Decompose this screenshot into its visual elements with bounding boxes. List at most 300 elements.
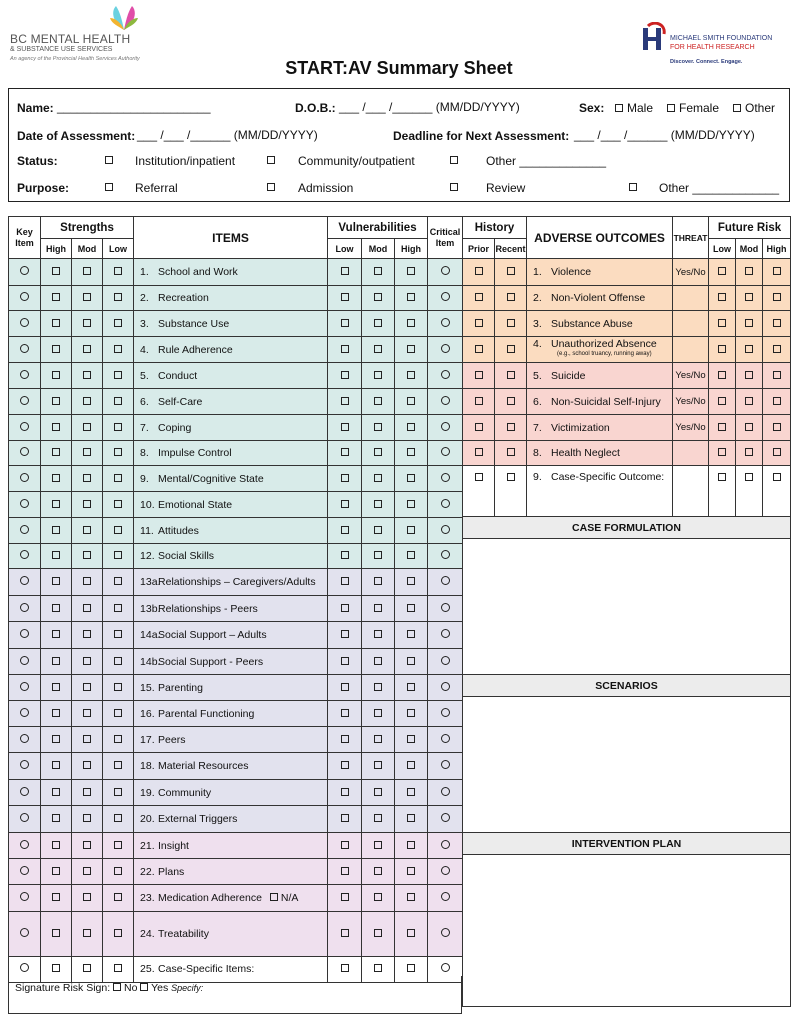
critical-item-radio[interactable]: [441, 266, 450, 275]
strength-mod-checkbox[interactable]: [83, 267, 91, 275]
future-mod-checkbox-cell: [736, 363, 763, 389]
critical-item-radio[interactable]: [441, 576, 450, 585]
critical-item-radio[interactable]: [441, 787, 450, 796]
critical-item-radio[interactable]: [441, 708, 450, 717]
key-item-radio[interactable]: [20, 682, 29, 691]
vulnerability-mod-checkbox[interactable]: [374, 293, 382, 301]
outcome-row: [463, 441, 791, 466]
key-item-radio[interactable]: [20, 813, 29, 822]
history-prior-checkbox[interactable]: [475, 267, 483, 275]
vulnerability-high-checkbox[interactable]: [407, 867, 415, 875]
key-item-radio[interactable]: [20, 292, 29, 301]
vulnerability-high-checkbox[interactable]: [407, 814, 415, 822]
vulnerability-mod-checkbox[interactable]: [374, 683, 382, 691]
critical-item-radio[interactable]: [441, 963, 450, 972]
strength-high-checkbox[interactable]: [52, 788, 60, 796]
sex-male-checkbox[interactable]: [615, 104, 623, 112]
status-community-checkbox[interactable]: [267, 156, 275, 164]
strength-high-checkbox[interactable]: [52, 397, 60, 405]
future-high-checkbox[interactable]: [773, 293, 781, 301]
vulnerability-high-checkbox-cell: [395, 806, 428, 833]
vulnerability-low-checkbox[interactable]: [341, 319, 349, 327]
vulnerability-high-checkbox[interactable]: [407, 293, 415, 301]
strength-high-checkbox[interactable]: [52, 683, 60, 691]
strength-high-checkbox[interactable]: [52, 604, 60, 612]
history-prior-checkbox[interactable]: [475, 319, 483, 327]
key-item-radio[interactable]: [20, 473, 29, 482]
future-high-checkbox[interactable]: [773, 397, 781, 405]
vulnerability-mod-checkbox[interactable]: [374, 657, 382, 665]
future-mod-checkbox[interactable]: [745, 423, 753, 431]
vulnerability-mod-checkbox[interactable]: [374, 788, 382, 796]
strength-low-checkbox[interactable]: [114, 267, 122, 275]
vulnerability-high-checkbox[interactable]: [407, 709, 415, 717]
case-formulation-textarea[interactable]: [463, 539, 791, 675]
vulnerability-mod-checkbox[interactable]: [374, 319, 382, 327]
vulnerability-mod-checkbox[interactable]: [374, 345, 382, 353]
critical-item-radio[interactable]: [441, 525, 450, 534]
vulnerability-mod-checkbox[interactable]: [374, 893, 382, 901]
vulnerability-high-checkbox[interactable]: [407, 893, 415, 901]
key-item-radio[interactable]: [20, 928, 29, 937]
history-recent-checkbox[interactable]: [507, 345, 515, 353]
strength-mod-checkbox[interactable]: [83, 657, 91, 665]
key-item-radio[interactable]: [20, 370, 29, 379]
vulnerability-high-checkbox[interactable]: [407, 423, 415, 431]
future-mod-checkbox[interactable]: [745, 397, 753, 405]
vulnerability-high-checkbox[interactable]: [407, 267, 415, 275]
future-mod-checkbox[interactable]: [745, 293, 753, 301]
vulnerability-low-checkbox[interactable]: [341, 345, 349, 353]
strength-low-checkbox[interactable]: [114, 841, 122, 849]
history-prior-checkbox[interactable]: [475, 448, 483, 456]
key-item-radio[interactable]: [20, 892, 29, 901]
strength-high-checkbox[interactable]: [52, 964, 60, 972]
strength-mod-checkbox[interactable]: [83, 814, 91, 822]
history-prior-checkbox-cell: [463, 337, 495, 363]
history-recent-checkbox[interactable]: [507, 473, 515, 481]
key-item-radio[interactable]: [20, 576, 29, 585]
strength-mod-checkbox[interactable]: [83, 500, 91, 508]
scenarios-textarea[interactable]: [463, 697, 791, 833]
strength-low-checkbox[interactable]: [114, 423, 122, 431]
vulnerability-mod-checkbox[interactable]: [374, 448, 382, 456]
vulnerability-low-checkbox[interactable]: [341, 551, 349, 559]
strength-low-checkbox[interactable]: [114, 683, 122, 691]
critical-item-radio[interactable]: [441, 447, 450, 456]
name-field[interactable]: _______________________: [57, 100, 211, 114]
future-mod-checkbox[interactable]: [745, 319, 753, 327]
future-high-checkbox[interactable]: [773, 319, 781, 327]
strength-high-checkbox[interactable]: [52, 293, 60, 301]
strength-mod-checkbox[interactable]: [83, 788, 91, 796]
vulnerability-low-checkbox[interactable]: [341, 630, 349, 638]
strength-high-checkbox[interactable]: [52, 423, 60, 431]
future-high-checkbox[interactable]: [773, 345, 781, 353]
strength-high-checkbox[interactable]: [52, 345, 60, 353]
strength-mod-checkbox[interactable]: [83, 371, 91, 379]
deadline-field[interactable]: ___ /___ /______ (MM/DD/YYYY): [574, 128, 755, 142]
vulnerability-low-checkbox[interactable]: [341, 683, 349, 691]
intervention-plan-textarea[interactable]: [463, 855, 791, 1007]
vulnerability-low-checkbox[interactable]: [341, 397, 349, 405]
strength-mod-checkbox[interactable]: [83, 964, 91, 972]
vulnerability-high-checkbox[interactable]: [407, 841, 415, 849]
vulnerability-high-checkbox[interactable]: [407, 735, 415, 743]
strength-mod-checkbox[interactable]: [83, 683, 91, 691]
vulnerability-low-checkbox[interactable]: [341, 526, 349, 534]
future-mod-checkbox[interactable]: [745, 473, 753, 481]
key-item-radio[interactable]: [20, 866, 29, 875]
key-item-radio[interactable]: [20, 266, 29, 275]
critical-item-radio[interactable]: [441, 396, 450, 405]
strength-high-checkbox[interactable]: [52, 841, 60, 849]
vulnerability-low-checkbox[interactable]: [341, 293, 349, 301]
strength-mod-checkbox[interactable]: [83, 577, 91, 585]
threat-cell[interactable]: Yes/No: [673, 363, 709, 389]
assessment-date-field[interactable]: ___ /___ /______ (MM/DD/YYYY): [137, 128, 318, 142]
vulnerability-low-checkbox[interactable]: [341, 604, 349, 612]
critical-item-radio[interactable]: [441, 292, 450, 301]
key-item-radio[interactable]: [20, 603, 29, 612]
vulnerability-mod-checkbox[interactable]: [374, 867, 382, 875]
critical-item-radio[interactable]: [441, 760, 450, 769]
strength-low-checkbox[interactable]: [114, 397, 122, 405]
purpose-review-checkbox[interactable]: [450, 183, 458, 191]
critical-item-radio[interactable]: [441, 840, 450, 849]
vulnerability-mod-checkbox[interactable]: [374, 735, 382, 743]
strength-low-checkbox[interactable]: [114, 788, 122, 796]
vulnerability-mod-checkbox[interactable]: [374, 604, 382, 612]
key-item-radio[interactable]: [20, 629, 29, 638]
key-item-radio[interactable]: [20, 963, 29, 972]
vulnerability-low-checkbox[interactable]: [341, 474, 349, 482]
vulnerability-low-checkbox[interactable]: [341, 448, 349, 456]
strength-mod-checkbox[interactable]: [83, 929, 91, 937]
vulnerability-high-checkbox[interactable]: [407, 526, 415, 534]
vulnerability-low-checkbox[interactable]: [341, 788, 349, 796]
vulnerability-mod-checkbox[interactable]: [374, 526, 382, 534]
future-high-checkbox[interactable]: [773, 448, 781, 456]
vulnerability-low-checkbox[interactable]: [341, 929, 349, 937]
future-low-checkbox[interactable]: [718, 423, 726, 431]
future-mod-checkbox[interactable]: [745, 345, 753, 353]
vulnerability-mod-checkbox[interactable]: [374, 841, 382, 849]
strength-high-checkbox[interactable]: [52, 526, 60, 534]
vulnerability-high-checkbox[interactable]: [407, 761, 415, 769]
vulnerability-high-checkbox[interactable]: [407, 657, 415, 665]
vulnerability-high-checkbox[interactable]: [407, 474, 415, 482]
vulnerability-mod-checkbox[interactable]: [374, 551, 382, 559]
key-item-radio[interactable]: [20, 525, 29, 534]
critical-item-radio[interactable]: [441, 682, 450, 691]
vulnerability-low-checkbox[interactable]: [341, 841, 349, 849]
key-item-radio[interactable]: [20, 422, 29, 431]
strength-mod-checkbox[interactable]: [83, 604, 91, 612]
key-item-radio[interactable]: [20, 760, 29, 769]
strength-mod-checkbox[interactable]: [83, 709, 91, 717]
vulnerability-high-checkbox[interactable]: [407, 319, 415, 327]
strength-low-checkbox[interactable]: [114, 964, 122, 972]
sex-other-checkbox[interactable]: [733, 104, 741, 112]
strength-high-checkbox[interactable]: [52, 709, 60, 717]
strength-mod-checkbox[interactable]: [83, 893, 91, 901]
strength-mod-checkbox[interactable]: [83, 867, 91, 875]
vulnerability-mod-checkbox[interactable]: [374, 423, 382, 431]
future-low-checkbox[interactable]: [718, 448, 726, 456]
key-item-radio[interactable]: [20, 708, 29, 717]
vulnerability-mod-checkbox[interactable]: [374, 267, 382, 275]
vulnerability-low-checkbox[interactable]: [341, 735, 349, 743]
critical-item-radio[interactable]: [441, 422, 450, 431]
strength-high-checkbox[interactable]: [52, 761, 60, 769]
strength-mod-checkbox-cell: [72, 727, 103, 753]
strength-high-checkbox[interactable]: [52, 577, 60, 585]
future-low-checkbox[interactable]: [718, 293, 726, 301]
vulnerability-low-checkbox[interactable]: [341, 893, 349, 901]
strength-high-checkbox[interactable]: [52, 500, 60, 508]
strength-low-checkbox[interactable]: [114, 709, 122, 717]
vulnerability-high-checkbox[interactable]: [407, 500, 415, 508]
vulnerability-high-checkbox[interactable]: [407, 604, 415, 612]
vulnerability-high-checkbox[interactable]: [407, 788, 415, 796]
vulnerability-low-checkbox[interactable]: [341, 964, 349, 972]
vulnerability-mod-checkbox[interactable]: [374, 577, 382, 585]
strength-mod-checkbox[interactable]: [83, 423, 91, 431]
strength-low-checkbox[interactable]: [114, 735, 122, 743]
future-high-checkbox[interactable]: [773, 473, 781, 481]
future-high-checkbox[interactable]: [773, 423, 781, 431]
strength-mod-checkbox[interactable]: [83, 551, 91, 559]
vulnerability-mod-checkbox[interactable]: [374, 474, 382, 482]
future-low-checkbox[interactable]: [718, 397, 726, 405]
strength-mod-checkbox[interactable]: [83, 474, 91, 482]
vulnerability-low-checkbox[interactable]: [341, 657, 349, 665]
vulnerability-low-checkbox[interactable]: [341, 423, 349, 431]
critical-item-radio[interactable]: [441, 603, 450, 612]
item-cell: [134, 753, 328, 780]
strength-low-checkbox[interactable]: [114, 867, 122, 875]
threat-cell[interactable]: Yes/No: [673, 415, 709, 441]
critical-item-radio[interactable]: [441, 734, 450, 743]
key-item-radio[interactable]: [20, 447, 29, 456]
future-low-checkbox[interactable]: [718, 319, 726, 327]
strength-high-checkbox[interactable]: [52, 867, 60, 875]
vulnerability-low-checkbox[interactable]: [341, 867, 349, 875]
status-other-checkbox[interactable]: [450, 156, 458, 164]
vulnerability-low-checkbox[interactable]: [341, 814, 349, 822]
future-mod-checkbox[interactable]: [745, 371, 753, 379]
key-item-radio[interactable]: [20, 396, 29, 405]
strength-low-checkbox[interactable]: [114, 929, 122, 937]
vulnerability-low-checkbox[interactable]: [341, 761, 349, 769]
critical-item-radio[interactable]: [441, 892, 450, 901]
strength-low-checkbox[interactable]: [114, 814, 122, 822]
vulnerability-high-checkbox[interactable]: [407, 964, 415, 972]
critical-item-radio[interactable]: [441, 473, 450, 482]
strength-high-checkbox[interactable]: [52, 814, 60, 822]
strength-high-checkbox[interactable]: [52, 267, 60, 275]
vulnerability-high-checkbox[interactable]: [407, 397, 415, 405]
future-high-checkbox[interactable]: [773, 267, 781, 275]
vulnerability-mod-checkbox[interactable]: [374, 814, 382, 822]
key-item-radio[interactable]: [20, 656, 29, 665]
threat-cell[interactable]: Yes/No: [673, 389, 709, 415]
vulnerability-high-checkbox-cell: [395, 441, 428, 466]
history-recent-checkbox[interactable]: [507, 293, 515, 301]
future-low-checkbox[interactable]: [718, 473, 726, 481]
strength-mod-checkbox[interactable]: [83, 841, 91, 849]
future-low-checkbox[interactable]: [718, 371, 726, 379]
history-prior-checkbox[interactable]: [475, 397, 483, 405]
critical-item-radio[interactable]: [441, 550, 450, 559]
strength-high-checkbox[interactable]: [52, 735, 60, 743]
critical-item-radio[interactable]: [441, 928, 450, 937]
strength-mod-checkbox[interactable]: [83, 448, 91, 456]
critical-item-radio[interactable]: [441, 656, 450, 665]
strength-low-checkbox[interactable]: [114, 500, 122, 508]
vulnerability-low-checkbox[interactable]: [341, 267, 349, 275]
strength-low-checkbox[interactable]: [114, 551, 122, 559]
strength-low-checkbox[interactable]: [114, 657, 122, 665]
strength-low-checkbox[interactable]: [114, 371, 122, 379]
key-item-radio[interactable]: [20, 499, 29, 508]
strength-mod-checkbox[interactable]: [83, 319, 91, 327]
vulnerability-mod-checkbox[interactable]: [374, 929, 382, 937]
signature-yes-checkbox[interactable]: [140, 983, 148, 991]
purpose-admission-checkbox[interactable]: [267, 183, 275, 191]
history-prior-checkbox[interactable]: [475, 345, 483, 353]
vulnerability-mod-checkbox[interactable]: [374, 709, 382, 717]
history-prior-checkbox[interactable]: [475, 371, 483, 379]
strength-high-checkbox[interactable]: [52, 657, 60, 665]
vulnerability-low-checkbox[interactable]: [341, 371, 349, 379]
critical-item-radio[interactable]: [441, 866, 450, 875]
future-low-checkbox[interactable]: [718, 345, 726, 353]
vulnerability-high-checkbox[interactable]: [407, 345, 415, 353]
history-recent-checkbox[interactable]: [507, 371, 515, 379]
strength-low-checkbox[interactable]: [114, 893, 122, 901]
strength-mod-checkbox[interactable]: [83, 345, 91, 353]
critical-item-radio[interactable]: [441, 370, 450, 379]
future-low-checkbox[interactable]: [718, 267, 726, 275]
vulnerability-low-checkbox-cell: [328, 806, 362, 833]
strength-high-checkbox[interactable]: [52, 893, 60, 901]
critical-item-radio[interactable]: [441, 813, 450, 822]
history-prior-checkbox[interactable]: [475, 423, 483, 431]
vulnerability-low-checkbox[interactable]: [341, 577, 349, 585]
strength-low-checkbox[interactable]: [114, 448, 122, 456]
strength-high-checkbox[interactable]: [52, 630, 60, 638]
strength-mod-checkbox[interactable]: [83, 630, 91, 638]
vulnerability-high-checkbox[interactable]: [407, 371, 415, 379]
strength-low-checkbox[interactable]: [114, 761, 122, 769]
future-mod-checkbox[interactable]: [745, 267, 753, 275]
strength-high-checkbox[interactable]: [52, 929, 60, 937]
future-high-checkbox[interactable]: [773, 371, 781, 379]
strength-low-checkbox[interactable]: [114, 526, 122, 534]
vulnerability-low-checkbox[interactable]: [341, 500, 349, 508]
status-institution-checkbox[interactable]: [105, 156, 113, 164]
key-item-radio[interactable]: [20, 318, 29, 327]
strength-low-checkbox[interactable]: [114, 604, 122, 612]
strength-low-checkbox[interactable]: [114, 293, 122, 301]
strength-high-checkbox[interactable]: [52, 551, 60, 559]
strength-high-checkbox[interactable]: [52, 448, 60, 456]
strength-high-checkbox[interactable]: [52, 371, 60, 379]
history-prior-checkbox[interactable]: [475, 293, 483, 301]
vulnerability-high-checkbox[interactable]: [407, 630, 415, 638]
strength-mod-checkbox[interactable]: [83, 293, 91, 301]
critical-item-radio[interactable]: [441, 499, 450, 508]
vulnerability-high-checkbox[interactable]: [407, 551, 415, 559]
strength-low-checkbox[interactable]: [114, 345, 122, 353]
key-item-radio[interactable]: [20, 840, 29, 849]
strength-low-checkbox[interactable]: [114, 474, 122, 482]
critical-item-radio[interactable]: [441, 629, 450, 638]
vulnerability-low-checkbox-cell: [328, 441, 362, 466]
strength-mod-checkbox[interactable]: [83, 761, 91, 769]
vulnerability-mod-checkbox[interactable]: [374, 500, 382, 508]
key-item-radio[interactable]: [20, 550, 29, 559]
vulnerability-mod-checkbox[interactable]: [374, 964, 382, 972]
dob-field[interactable]: ___ /___ /______ (MM/DD/YYYY): [339, 100, 520, 114]
key-item-radio[interactable]: [20, 734, 29, 743]
strength-mod-checkbox[interactable]: [83, 397, 91, 405]
strength-high-checkbox[interactable]: [52, 474, 60, 482]
strength-low-checkbox[interactable]: [114, 577, 122, 585]
purpose-referral-checkbox[interactable]: [105, 183, 113, 191]
strength-mod-checkbox[interactable]: [83, 735, 91, 743]
future-mod-checkbox[interactable]: [745, 448, 753, 456]
sex-female-checkbox[interactable]: [667, 104, 675, 112]
vulnerability-low-checkbox-cell: [328, 466, 362, 492]
strength-low-checkbox[interactable]: [114, 319, 122, 327]
vulnerability-high-checkbox[interactable]: [407, 448, 415, 456]
vulnerability-mod-checkbox[interactable]: [374, 761, 382, 769]
vulnerability-high-checkbox[interactable]: [407, 683, 415, 691]
vulnerability-mod-checkbox[interactable]: [374, 397, 382, 405]
history-recent-checkbox[interactable]: [507, 397, 515, 405]
history-prior-checkbox[interactable]: [475, 473, 483, 481]
na-checkbox[interactable]: [270, 893, 278, 901]
item-row: [9, 311, 463, 337]
strength-mod-checkbox[interactable]: [83, 526, 91, 534]
history-recent-checkbox[interactable]: [507, 448, 515, 456]
key-item-radio[interactable]: [20, 344, 29, 353]
signature-no-checkbox[interactable]: [113, 983, 121, 991]
future-high-checkbox-cell: [763, 337, 791, 363]
vulnerability-mod-checkbox[interactable]: [374, 371, 382, 379]
vulnerability-low-checkbox[interactable]: [341, 709, 349, 717]
vulnerability-high-checkbox[interactable]: [407, 577, 415, 585]
key-item-radio[interactable]: [20, 787, 29, 796]
strength-high-checkbox-cell: [41, 441, 72, 466]
critical-item-radio[interactable]: [441, 318, 450, 327]
vulnerability-mod-checkbox[interactable]: [374, 630, 382, 638]
history-recent-checkbox[interactable]: [507, 267, 515, 275]
history-recent-checkbox[interactable]: [507, 319, 515, 327]
strength-low-checkbox[interactable]: [114, 630, 122, 638]
item-label: Conduct: [158, 369, 198, 382]
vulnerability-high-checkbox[interactable]: [407, 929, 415, 937]
purpose-other-checkbox[interactable]: [629, 183, 637, 191]
history-recent-checkbox[interactable]: [507, 423, 515, 431]
threat-cell[interactable]: Yes/No: [673, 259, 709, 286]
critical-item-radio[interactable]: [441, 344, 450, 353]
item-cell: [134, 701, 328, 727]
strength-high-checkbox[interactable]: [52, 319, 60, 327]
